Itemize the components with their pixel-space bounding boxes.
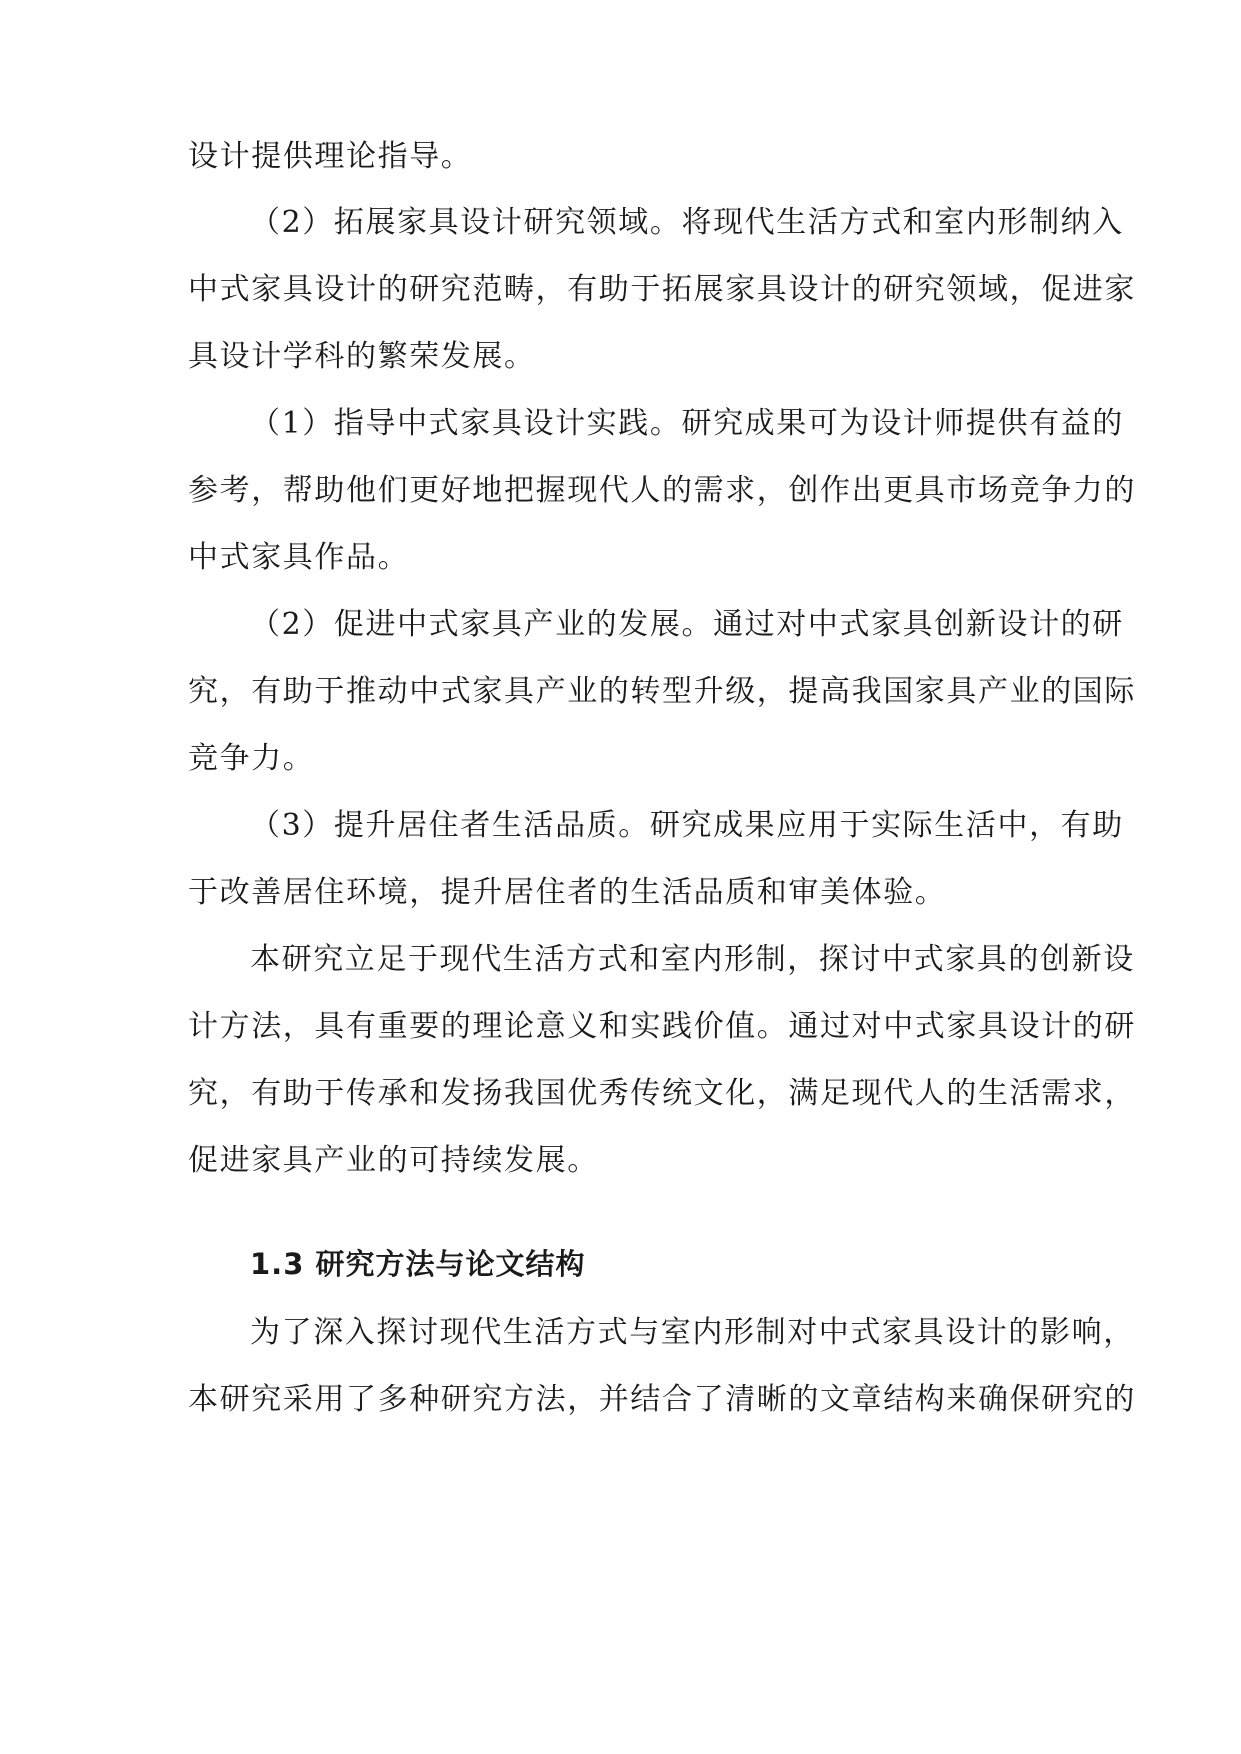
text-line: （1）指导中式家具设计实践。研究成果可为设计师提供有益的 [250, 406, 1124, 441]
text-line: 为了深入探讨现代生活方式与室内形制对中式家具设计的影响， [250, 1315, 1135, 1350]
text-line: （3）提升居住者生活品质。研究成果应用于实际生活中，有助 [250, 808, 1124, 843]
text-line: 计方法，具有重要的理论意义和实践价值。通过对中式家具设计的研 [188, 1009, 1136, 1044]
text-line: 中式家具设计的研究范畴，有助于拓展家具设计的研究领域，促进家 [188, 272, 1136, 307]
text-line: 促进家具产业的可持续发展。 [188, 1143, 599, 1178]
text-line: 本研究立足于现代生活方式和室内形制，探讨中式家具的创新设 [250, 942, 1135, 977]
text-line: 本研究采用了多种研究方法，并结合了清晰的文章结构来确保研究的 [188, 1382, 1136, 1417]
text-line: 竞争力。 [188, 741, 315, 776]
text-line: 具设计学科的繁荣发展。 [188, 339, 536, 374]
section-heading: 1.3 研究方法与论文结构 [250, 1247, 586, 1281]
text-line: 究，有助于传承和发扬我国优秀传统文化，满足现代人的生活需求， [188, 1076, 1136, 1111]
text-line: 设计提供理论指导。 [188, 139, 473, 174]
text-line: 中式家具作品。 [188, 540, 410, 575]
text-line: （2）促进中式家具产业的发展。通过对中式家具创新设计的研 [250, 607, 1124, 642]
text-line: 参考，帮助他们更好地把握现代人的需求，创作出更具市场竞争力的 [188, 473, 1136, 508]
text-line: 究，有助于推动中式家具产业的转型升级，提高我国家具产业的国际 [188, 674, 1136, 709]
text-line: 于改善居住环境，提升居住者的生活品质和审美体验。 [188, 875, 947, 910]
text-line: （2）拓展家具设计研究领域。将现代生活方式和室内形制纳入 [250, 205, 1124, 240]
